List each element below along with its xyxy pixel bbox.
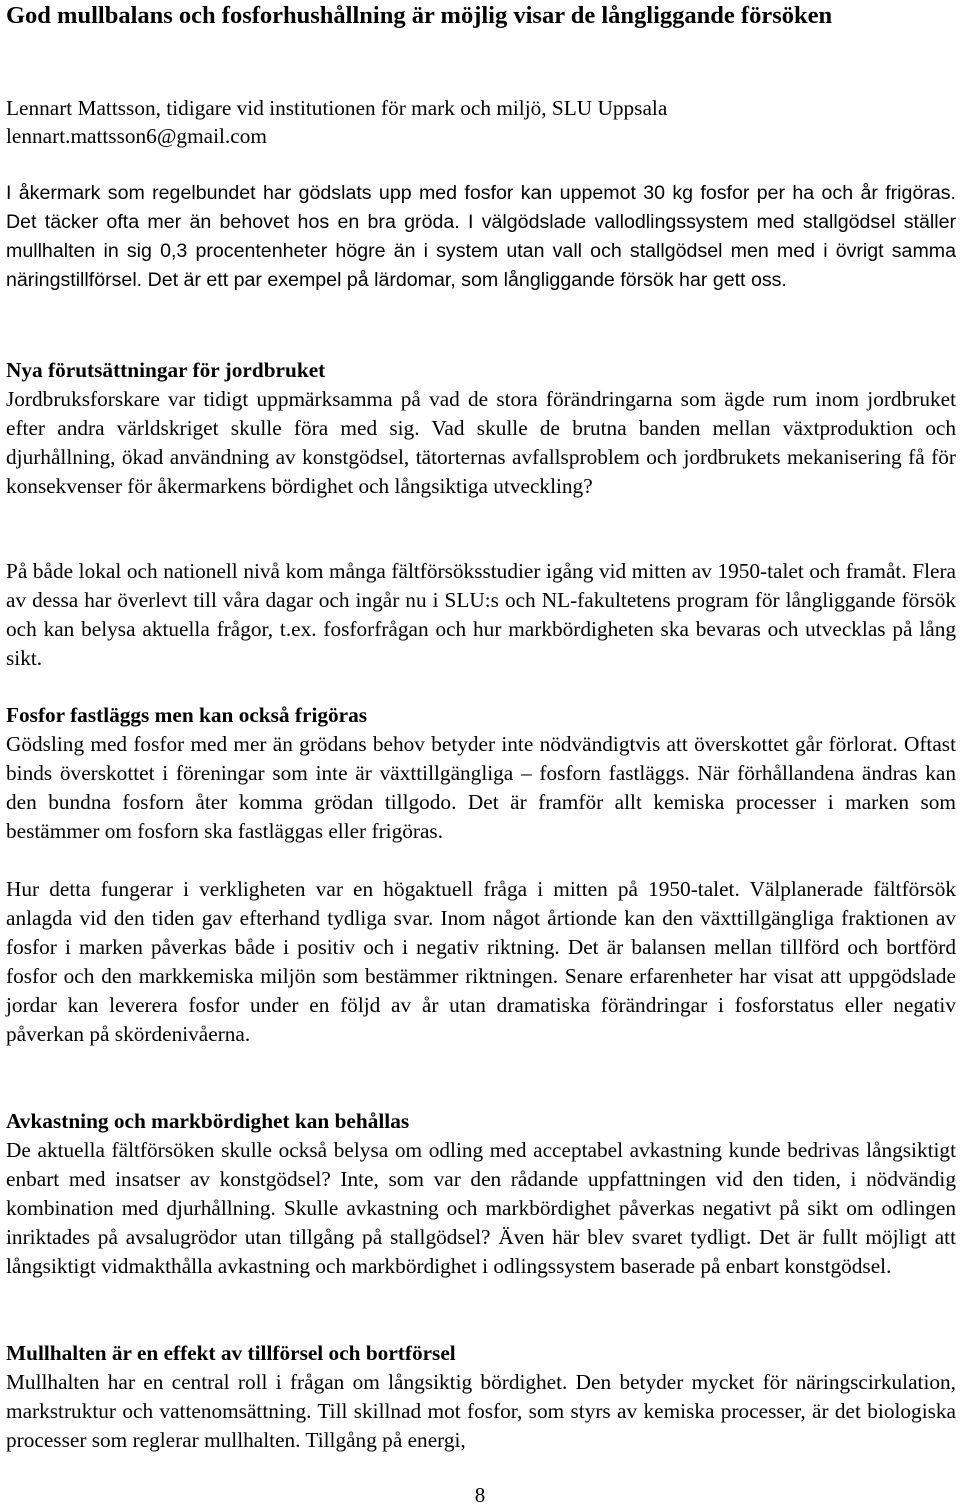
section-2-paragraph-2 [6,875,956,1049]
author-line: Lennart Mattsson, tidigare vid institutionen för mark och miljö, SLU Uppsala [6,96,668,120]
page-title: God mullbalans och fosforhushållning är möjlig visar de långliggande försöken [6,2,833,29]
section-heading: Avkastning och markbördighet kan behållas [6,1109,410,1133]
intro-paragraph-block [6,179,956,295]
section-heading: Nya förutsättningar för jordbruket [6,358,326,382]
section-paragraph: De aktuella fältförsöken skulle också belysa om odling med acceptabel avkastning kunde bedrivas långsiktigt enbart med insatser av konstgödsel? Inte, som var den rådande uppfattningen vid den tiden, i nödvändig kombination med djurhållning. Skulle avkastning och markbördighet påverkas negativt på sikt om odlingen inriktades på avsalugrödor utan tillgång på stallgödsel? Även här blev svaret tydligt. Det är fullt möjligt att långsiktigt vidmakthålla avkastning och markbördighet i odlingssystem baserade på enbart konstgödsel. [6,1138,956,1278]
section-3 [6,1107,956,1281]
section-paragraph: Jordbruksforskare var tidigt uppmärksamma på vad de stora förändringarna som ägde rum inom jordbruket efter andra världskriget skulle föra med sig. Vad skulle de brutna banden mellan växtproduktion och djurhållning, ökad användning av konstgödsel, tätorternas avfallsproblem och jordbrukets mekanisering få för konsekvenser för åkermarkens bördighet och långsiktiga utveckling? [6,387,956,498]
section-paragraph: Hur detta fungerar i verkligheten var en högaktuell fråga i mitten på 1950-talet. Välplanerade fältförsök anlagda vid den tiden gav efterhand tydliga svar. Inom något årtionde kan den växttillgängliga fraktionen av fosfor i marken påverkas både i positiv och i negativ riktning. Det är balansen mellan tillförd och bortförd fosfor och den markkemiska miljön som bestämmer riktningen. Senare erfarenheter har visat att uppgödslade jordar kan leverera fosfor under en följd av år utan dramatiska förändringar i fosforstatus eller negativ påverkan på skördenivåerna. [6,877,956,1046]
section-paragraph: Gödsling med fosfor med mer än grödans behov betyder inte nödvändigtvis att överskottet går förlorat. Oftast binds överskottet i föreningar som inte är växttillgängliga – fosforn fastläggs. När förhållandena ändras kan den bundna fosforn åter komma grödan tillgodo. Det är framför allt kemiska processer i marken som bestämmer om fosforn ska fastläggas eller frigöras. [6,732,956,843]
section-heading: Mullhalten är en effekt av tillförsel och bortförsel [6,1341,456,1365]
page-number: 8 [474,1483,486,1507]
section-2 [6,701,956,846]
section-1-paragraph-2 [6,557,956,673]
author-email: lennart.mattsson6@gmail.com [6,124,267,148]
section-1 [6,356,956,501]
intro-paragraph: I åkermark som regelbundet har gödslats upp med fosfor kan uppemot 30 kg fosfor per ha och år frigöras. Det täcker ofta mer än behovet hos en bra gröda. I välgödslade vallodlingssystem med stallgödsel ställer mullhalten in sig 0,3 procentenheter högre än i system utan vall och stallgödsel men med i övrigt samma näringstillförsel. Det är ett par exempel på lärdomar, som långliggande försök har gett oss. [6,182,956,291]
section-4 [6,1339,956,1455]
section-heading: Fosfor fastläggs men kan också frigöras [6,703,368,727]
section-paragraph: På både lokal och nationell nivå kom många fältförsöksstudier igång vid mitten av 1950-talet och framåt. Flera av dessa har överlevt till våra dagar och ingår nu i SLU:s och NL-fakultetens program för långliggande försök och kan belysa aktuella frågor, t.ex. fosforfrågan och hur markbördigheten ska bevaras och utvecklas på lång sikt. [6,559,956,670]
document-page [6,0,956,1452]
section-paragraph: Mullhalten har en central roll i frågan om långsiktig bördighet. Den betyder mycket för näringscirkulation, markstruktur och vattenomsättning. Till skillnad mot fosfor, som styrs av kemiska processer, är det biologiska processer som reglerar mullhalten. Tillgång på energi, [6,1370,956,1452]
